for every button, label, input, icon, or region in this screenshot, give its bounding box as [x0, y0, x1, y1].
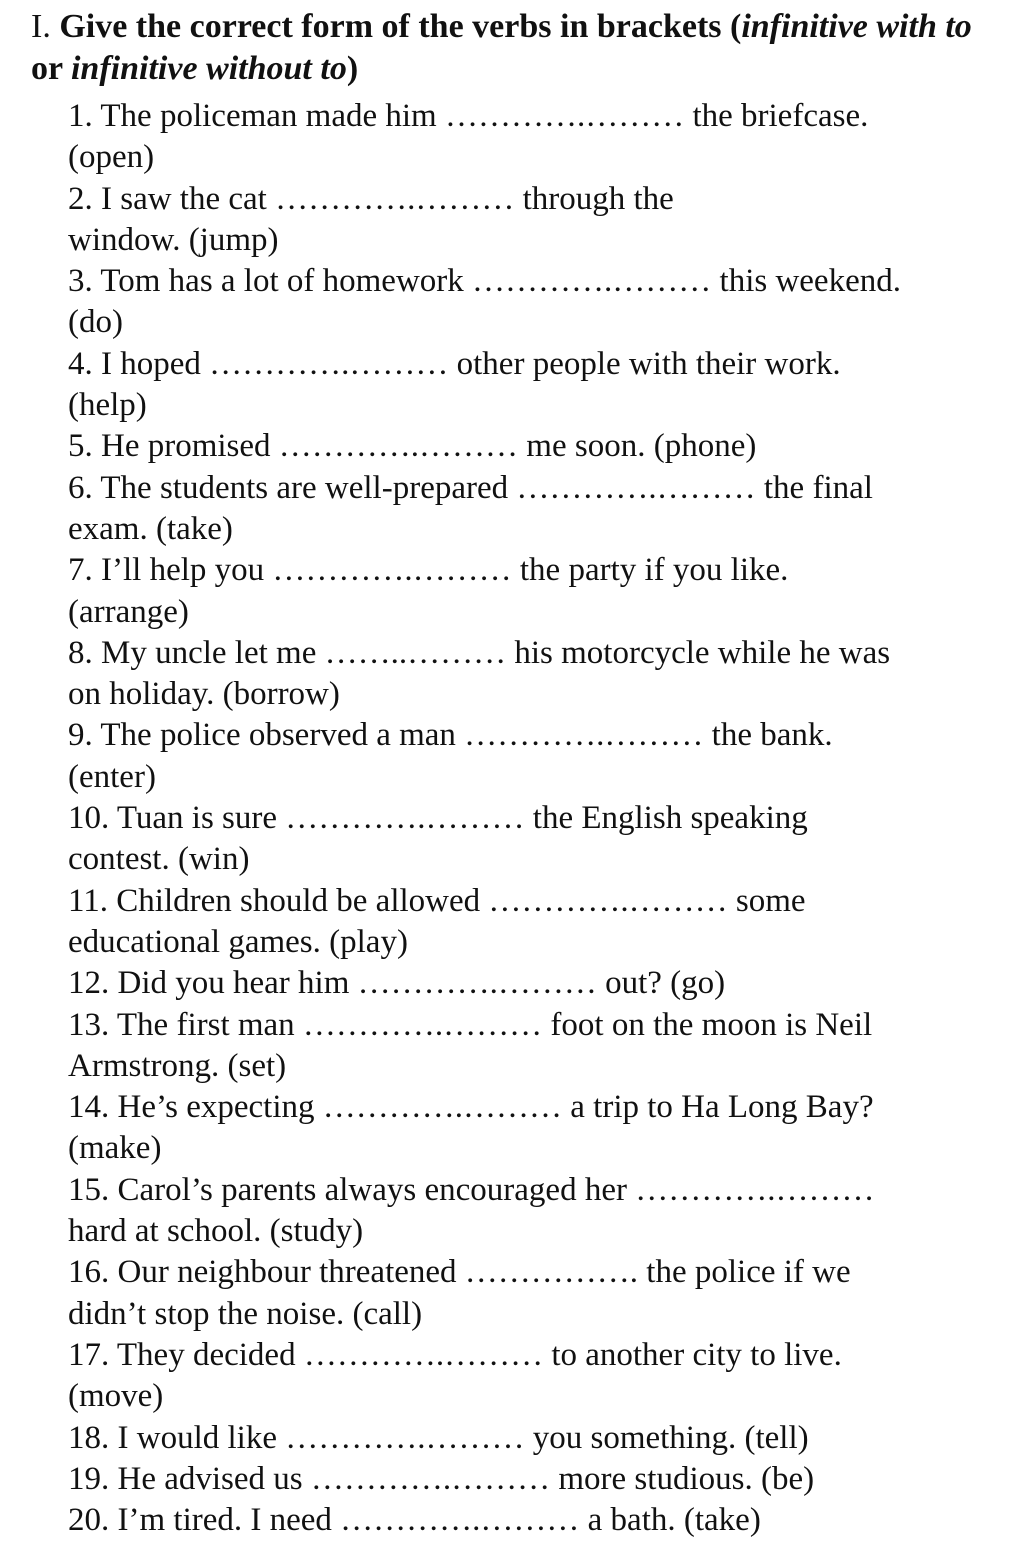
- exercise-line: exam. (take): [68, 510, 233, 547]
- exercise-item: [68, 715, 1008, 798]
- exercise-line: 8. My uncle let me ……..……… his motorcycle while he was: [68, 634, 891, 671]
- exercise-line: window. (jump): [68, 221, 279, 258]
- exercise-line: (arrange): [68, 593, 189, 630]
- exercise-item: [68, 96, 1008, 179]
- heading-bold-lead: Give the correct form of the verbs in brackets (: [59, 8, 742, 45]
- exercise-line: 20. I’m tired. I need ………….……… a bath. (take): [68, 1502, 761, 1539]
- heading-bold-mid: or: [31, 50, 71, 87]
- exercise-line: educational games. (play): [68, 923, 408, 960]
- exercise-item: [68, 1252, 1008, 1335]
- exercise-line: 6. The students are well-prepared ………….……… the final: [68, 469, 873, 506]
- exercise-line: 14. He’s expecting ………….……… a trip to Ha Long Bay?: [68, 1089, 874, 1126]
- exercise-line: contest. (win): [68, 841, 250, 878]
- exercise-item: [68, 261, 1008, 344]
- exercise-item: [68, 798, 1008, 881]
- exercise-item: [68, 426, 1008, 467]
- exercise-line: 5. He promised ………….……… me soon. (phone): [68, 428, 757, 465]
- exercise-line: 7. I’ll help you ………….……… the party if you like.: [68, 552, 789, 589]
- exercise-line: 10. Tuan is sure ………….……… the English speaking: [68, 800, 808, 837]
- exercise-line: (do): [68, 304, 123, 341]
- exercise-item: [68, 633, 1008, 716]
- exercise-item: [68, 1005, 1008, 1088]
- heading-bold-tail: ): [346, 50, 359, 87]
- exercise-item: [68, 1500, 1008, 1541]
- exercise-item: [68, 881, 1008, 964]
- exercise-line: 9. The police observed a man ………….……… the bank.: [68, 717, 833, 754]
- section-numeral: I.: [31, 8, 51, 45]
- exercise-item: [68, 179, 1008, 262]
- exercise-line: (enter): [68, 758, 156, 795]
- exercise-item: [68, 1418, 1008, 1459]
- exercise-item: [68, 963, 1008, 1004]
- exercise-line: (make): [68, 1130, 162, 1167]
- exercise-line: 19. He advised us ………….……… more studious. (be): [68, 1460, 815, 1497]
- exercise-line: 2. I saw the cat ………….……… through the: [68, 180, 674, 217]
- exercise-item: [68, 1459, 1008, 1500]
- exercise-line: 4. I hoped ………….……… other people with their work.: [68, 345, 841, 382]
- heading-italic-b: infinitive without to: [70, 50, 347, 87]
- exercise-line: (open): [68, 139, 155, 176]
- exercise-line: 18. I would like ………….……… you something. (tell): [68, 1419, 809, 1456]
- exercise-line: 17. They decided ………….……… to another city to live.: [68, 1336, 842, 1373]
- exercise-item: [68, 344, 1008, 427]
- exercise-line: 3. Tom has a lot of homework ………….……… this weekend.: [68, 263, 901, 300]
- exercise-line: (move): [68, 1378, 164, 1415]
- exercise-line: didn’t stop the noise. (call): [68, 1295, 423, 1332]
- exercise-line: Armstrong. (set): [68, 1047, 287, 1084]
- exercise-line: on holiday. (borrow): [68, 676, 340, 713]
- exercise-line: 15. Carol’s parents always encouraged her ………….………: [68, 1171, 875, 1208]
- exercise-item: [68, 1335, 1008, 1418]
- exercise-item: [68, 550, 1008, 633]
- exercise-line: (help): [68, 387, 147, 424]
- exercise-line: 16. Our neighbour threatened ……………. the police if we: [68, 1254, 851, 1291]
- exercise-heading: [31, 6, 1006, 90]
- heading-italic-a: infinitive with to: [741, 8, 972, 45]
- exercise-line: 13. The first man ………….……… foot on the moon is Neil: [68, 1006, 873, 1043]
- exercise-item: [68, 1087, 1008, 1170]
- exercise-line: 1. The policeman made him ………….……… the briefcase.: [68, 98, 869, 134]
- exercise-item: [68, 1170, 1008, 1253]
- exercise-line: 11. Children should be allowed ………….……… some: [68, 882, 806, 919]
- exercise-line: hard at school. (study): [68, 1213, 364, 1250]
- exercise-line: 12. Did you hear him ………….……… out? (go): [68, 965, 726, 1002]
- exercise-item: [68, 468, 1008, 551]
- exercise-list: [68, 96, 1008, 1541]
